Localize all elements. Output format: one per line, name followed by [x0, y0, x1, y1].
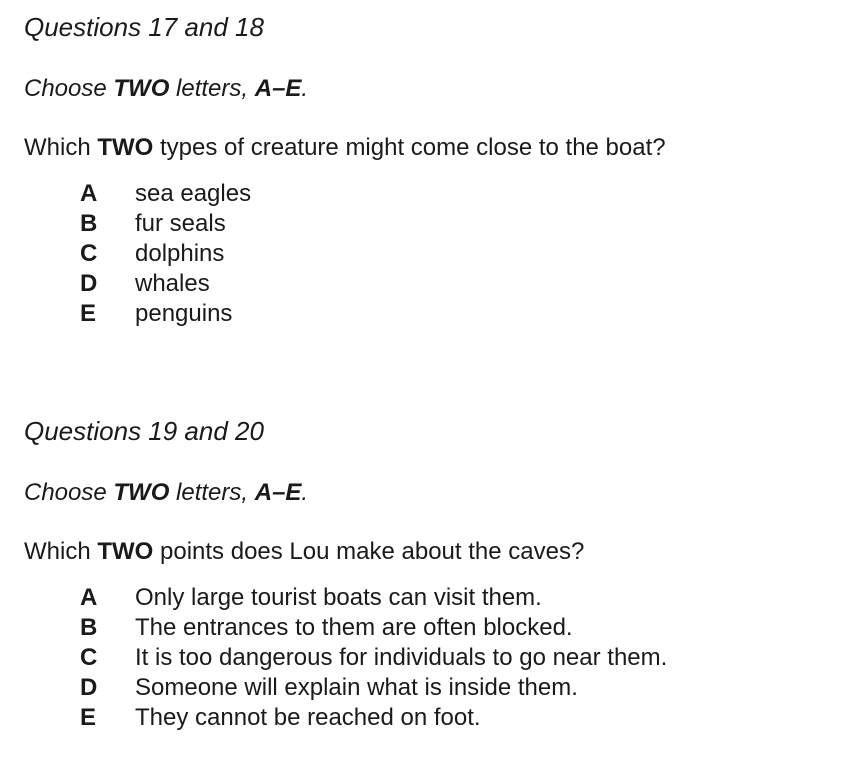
instruction-suffix: . — [301, 75, 309, 102]
option-letter: E — [80, 704, 97, 731]
question-prefix: Which — [24, 538, 98, 565]
option-text: Only large tourist boats can visit them. — [135, 584, 542, 611]
section-heading: Questions 17 and 18 — [24, 12, 264, 42]
option-text: It is too dangerous for individuals to go near them. — [135, 644, 668, 671]
instruction-text — [24, 478, 308, 508]
option-letter: E — [80, 300, 97, 327]
instruction-bold-count: TWO — [113, 75, 170, 102]
instruction-middle: letters, — [169, 479, 255, 506]
option-a[interactable] — [24, 583, 667, 613]
section-heading: Questions 19 and 20 — [24, 416, 264, 446]
question-text — [24, 133, 666, 163]
option-b[interactable] — [24, 209, 251, 239]
option-b[interactable] — [24, 613, 667, 643]
question-suffix: points does Lou make about the caves? — [153, 538, 585, 565]
instruction-middle: letters, — [169, 75, 255, 102]
question-suffix: types of creature might come close to the boat? — [153, 134, 666, 161]
instruction-bold-range: A–E — [254, 479, 302, 506]
option-text: fur seals — [135, 210, 226, 237]
question-bold: TWO — [97, 538, 154, 565]
option-letter: B — [80, 210, 98, 237]
option-a[interactable] — [24, 179, 251, 209]
instruction-prefix: Choose — [24, 479, 114, 506]
instruction-bold-count: TWO — [113, 479, 170, 506]
option-text: sea eagles — [135, 180, 252, 207]
option-d[interactable] — [24, 269, 251, 299]
option-text: penguins — [135, 300, 233, 327]
option-c[interactable] — [24, 643, 667, 673]
option-e[interactable] — [24, 299, 251, 329]
option-letter: A — [80, 180, 98, 207]
option-text: whales — [135, 270, 210, 297]
question-prefix: Which — [24, 134, 98, 161]
option-letter: C — [80, 644, 98, 671]
option-text: dolphins — [135, 240, 225, 267]
options-list — [24, 583, 667, 733]
question-text — [24, 537, 584, 567]
instruction-prefix: Choose — [24, 75, 114, 102]
option-text: The entrances to them are often blocked. — [135, 614, 573, 641]
option-letter: A — [80, 584, 98, 611]
option-d[interactable] — [24, 673, 667, 703]
option-letter: D — [80, 674, 98, 701]
option-c[interactable] — [24, 239, 251, 269]
option-text: Someone will explain what is inside them. — [135, 674, 578, 701]
option-letter: C — [80, 240, 98, 267]
options-list — [24, 179, 251, 329]
instruction-suffix: . — [301, 479, 309, 506]
instruction-text — [24, 74, 308, 104]
question-bold: TWO — [97, 134, 154, 161]
option-text: They cannot be reached on foot. — [135, 704, 481, 731]
option-letter: B — [80, 614, 98, 641]
instruction-bold-range: A–E — [254, 75, 302, 102]
option-letter: D — [80, 270, 98, 297]
option-e[interactable] — [24, 703, 667, 733]
